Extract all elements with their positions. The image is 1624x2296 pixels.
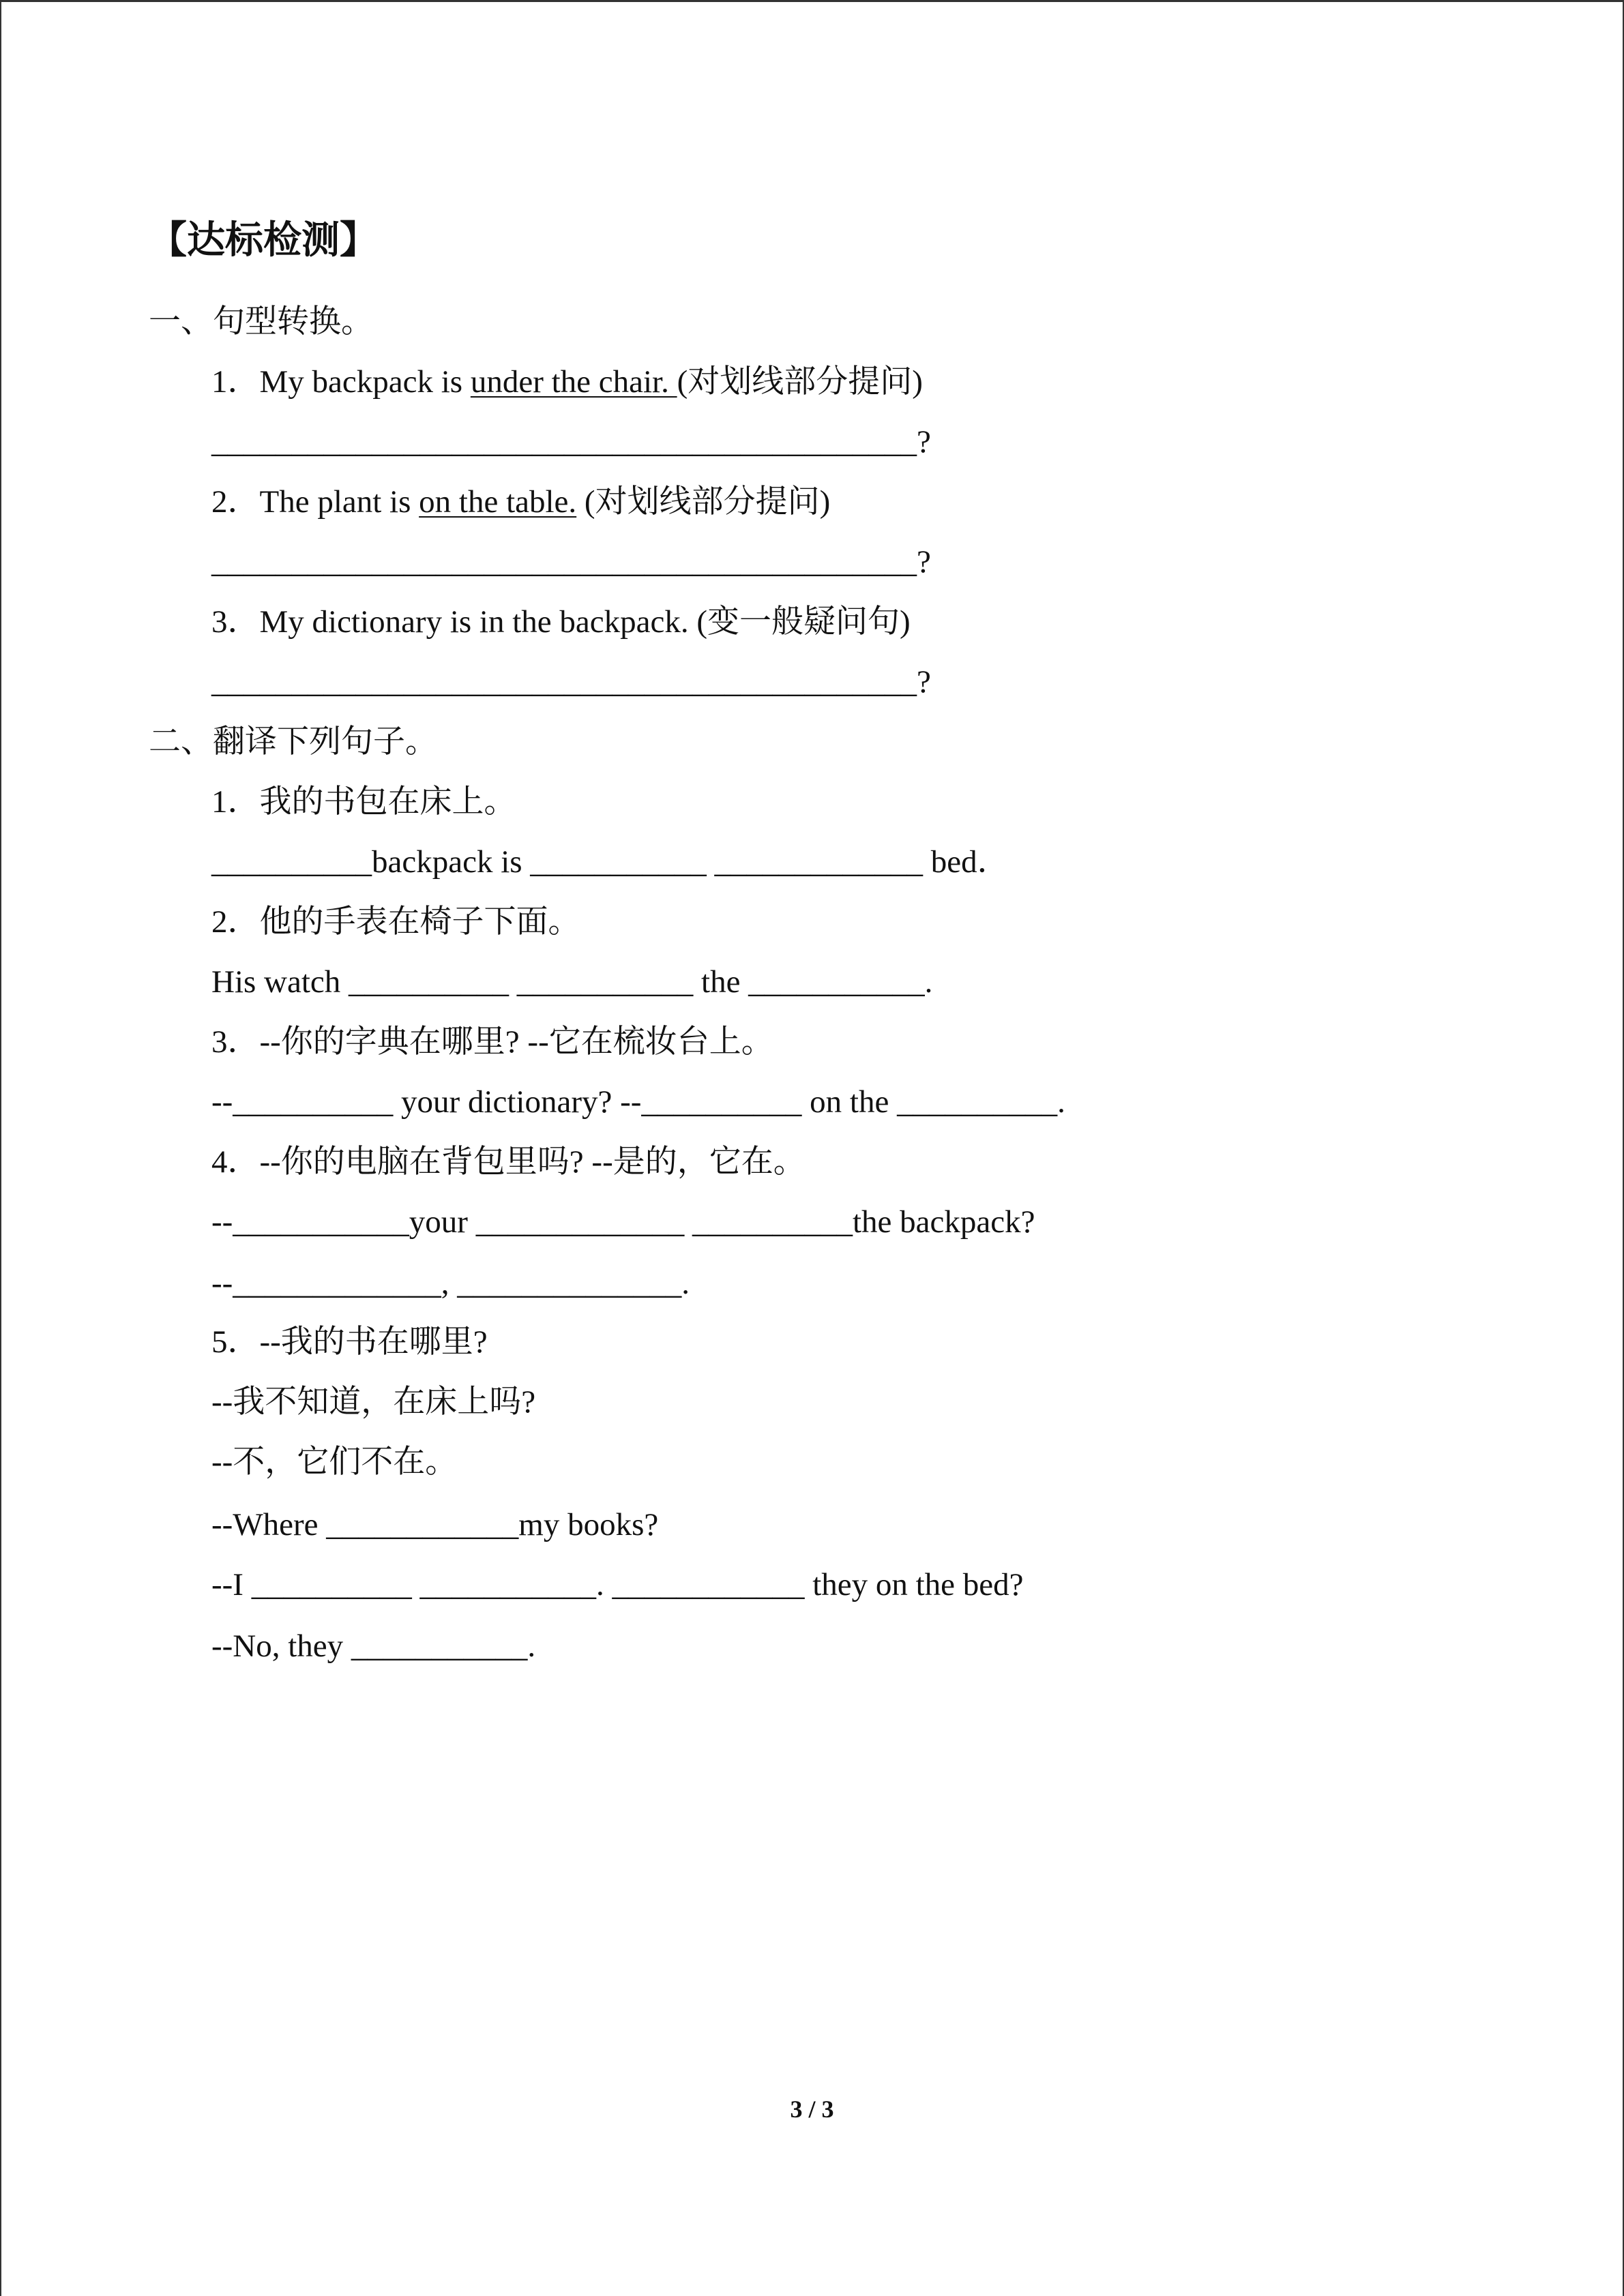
part1-q1 bbox=[211, 361, 923, 402]
part2-heading: 二、翻译下列句子。 bbox=[149, 724, 437, 760]
part2-q1: 1．我的书包在床上。 bbox=[211, 784, 516, 820]
part2-q3-answer-blank[interactable]: --__________ your dictionary? --__________ on the __________. bbox=[211, 1084, 1065, 1120]
part2-q5-line3: --不，它们不在。 bbox=[211, 1444, 458, 1480]
part1-q3-answer-blank[interactable]: ____________________________________________? bbox=[211, 664, 931, 700]
part1-q1-answer-blank[interactable]: ____________________________________________? bbox=[211, 424, 931, 460]
part2-q1-answer-blank[interactable]: __________backpack is ___________ _____________ bed． bbox=[211, 844, 1009, 880]
part1-q3: 3．My dictionary is in the backpack. (变一般疑问句) bbox=[211, 604, 911, 640]
part2-q5-line2: --我不知道，在床上吗? bbox=[211, 1384, 536, 1420]
section-title: 【达标检测】 bbox=[149, 220, 378, 262]
part2-q2: 2．他的手表在椅子下面。 bbox=[211, 904, 580, 940]
part1-q1-post: (对划线部分提问) bbox=[677, 364, 923, 400]
part2-q5: 5．--我的书在哪里? bbox=[211, 1324, 488, 1360]
part2-q3: 3．--你的字典在哪里? --它在梳妆台上。 bbox=[211, 1024, 773, 1060]
part1-q2-answer-blank[interactable]: ____________________________________________? bbox=[211, 544, 931, 580]
part2-q4-answer-blank-a[interactable]: --___________your _____________ __________the backpack? bbox=[211, 1204, 1035, 1240]
part1-q2-underlined: on the table. bbox=[419, 484, 577, 520]
part1-q2-post: (对划线部分提问) bbox=[576, 484, 831, 520]
part2-q5-answer-blank-b[interactable]: --I __________ ___________. ____________ they on the bed? bbox=[211, 1567, 1024, 1602]
part1-heading: 一、句型转换。 bbox=[149, 304, 373, 340]
part2-q5-answer-blank-a[interactable]: --Where ____________my books? bbox=[211, 1507, 659, 1542]
part1-q1-underlined: under the chair. bbox=[470, 364, 677, 400]
part2-q4: 4．--你的电脑在背包里吗? --是的，它在。 bbox=[211, 1144, 806, 1180]
part1-q2 bbox=[211, 481, 830, 522]
part1-q2-pre: 2．The plant is bbox=[211, 484, 419, 520]
part1-q1-pre: 1．My backpack is bbox=[211, 364, 471, 400]
part2-q2-answer-blank[interactable]: His watch __________ ___________ the ___________. bbox=[211, 964, 933, 1000]
part2-q4-answer-blank-b[interactable]: --_____________, ______________. bbox=[211, 1266, 690, 1301]
page-number: 3 / 3 bbox=[790, 2096, 834, 2123]
part2-q5-answer-blank-c[interactable]: --No, they ___________. bbox=[211, 1628, 536, 1664]
